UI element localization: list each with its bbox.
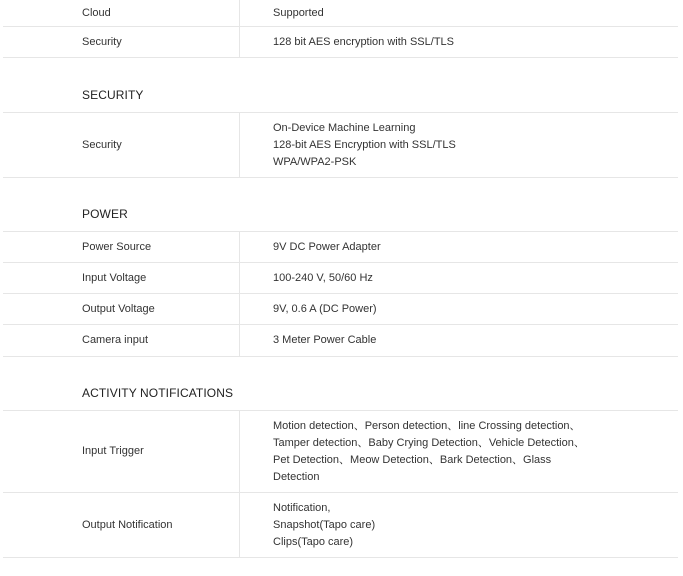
section-title-security: SECURITY bbox=[82, 88, 144, 102]
top-spec-table bbox=[3, 0, 678, 58]
value-line: 128 bit AES encryption with SSL/TLS bbox=[273, 35, 454, 48]
row-label-security: Security bbox=[3, 27, 240, 57]
row-value bbox=[240, 411, 678, 492]
row-value bbox=[240, 232, 678, 262]
table-row bbox=[3, 27, 678, 58]
table-row bbox=[3, 263, 678, 294]
row-label-cloud: Cloud bbox=[3, 0, 240, 26]
row-value bbox=[240, 263, 678, 293]
value-line: Clips(Tapo care) bbox=[273, 535, 354, 548]
value-line: 9V, 0.6 A (DC Power) bbox=[273, 302, 377, 315]
value-line: Pet Detection、Meow Detection、Bark Detection、Glass bbox=[273, 453, 552, 466]
value-line: Tamper detection、Baby Crying Detection、Vehicle Detection、 bbox=[273, 436, 585, 449]
section-title-activity-notifications: ACTIVITY NOTIFICATIONS bbox=[82, 386, 234, 400]
power-spec-table bbox=[3, 232, 678, 357]
row-value bbox=[240, 325, 678, 356]
value-line: 100-240 V, 50/60 Hz bbox=[273, 271, 373, 284]
row-label-security: Security bbox=[3, 113, 240, 177]
activity-spec-table bbox=[3, 411, 678, 558]
row-value bbox=[240, 294, 678, 324]
table-row bbox=[3, 113, 678, 178]
section-title-power: POWER bbox=[82, 207, 128, 221]
row-label-input-voltage: Input Voltage bbox=[3, 263, 240, 293]
row-value bbox=[240, 113, 678, 177]
row-label-input-trigger: Input Trigger bbox=[3, 411, 240, 492]
value-line: 9V DC Power Adapter bbox=[273, 240, 381, 253]
table-row bbox=[3, 0, 678, 27]
security-spec-table bbox=[3, 113, 678, 178]
table-row bbox=[3, 411, 678, 493]
row-label-power-source: Power Source bbox=[3, 232, 240, 262]
table-row bbox=[3, 493, 678, 558]
value-line: Notification, bbox=[273, 501, 331, 514]
value-line: Detection bbox=[273, 470, 320, 483]
value-line: 128-bit AES Encryption with SSL/TLS bbox=[273, 138, 456, 151]
value-line: Motion detection、Person detection、line Crossing detection、 bbox=[273, 419, 581, 432]
table-row bbox=[3, 232, 678, 263]
value-line: On-Device Machine Learning bbox=[273, 121, 416, 134]
row-label-camera-input: Camera input bbox=[3, 325, 240, 356]
value-line: Snapshot(Tapo care) bbox=[273, 518, 376, 531]
row-value bbox=[240, 27, 678, 57]
row-label-output-voltage: Output Voltage bbox=[3, 294, 240, 324]
row-value bbox=[240, 0, 678, 26]
row-value bbox=[240, 493, 678, 557]
table-row bbox=[3, 325, 678, 357]
value-line: WPA/WPA2-PSK bbox=[273, 155, 357, 168]
table-row bbox=[3, 294, 678, 325]
value-line: Supported bbox=[273, 6, 324, 19]
value-line: 3 Meter Power Cable bbox=[273, 334, 377, 346]
row-label-output-notification: Output Notification bbox=[3, 493, 240, 557]
